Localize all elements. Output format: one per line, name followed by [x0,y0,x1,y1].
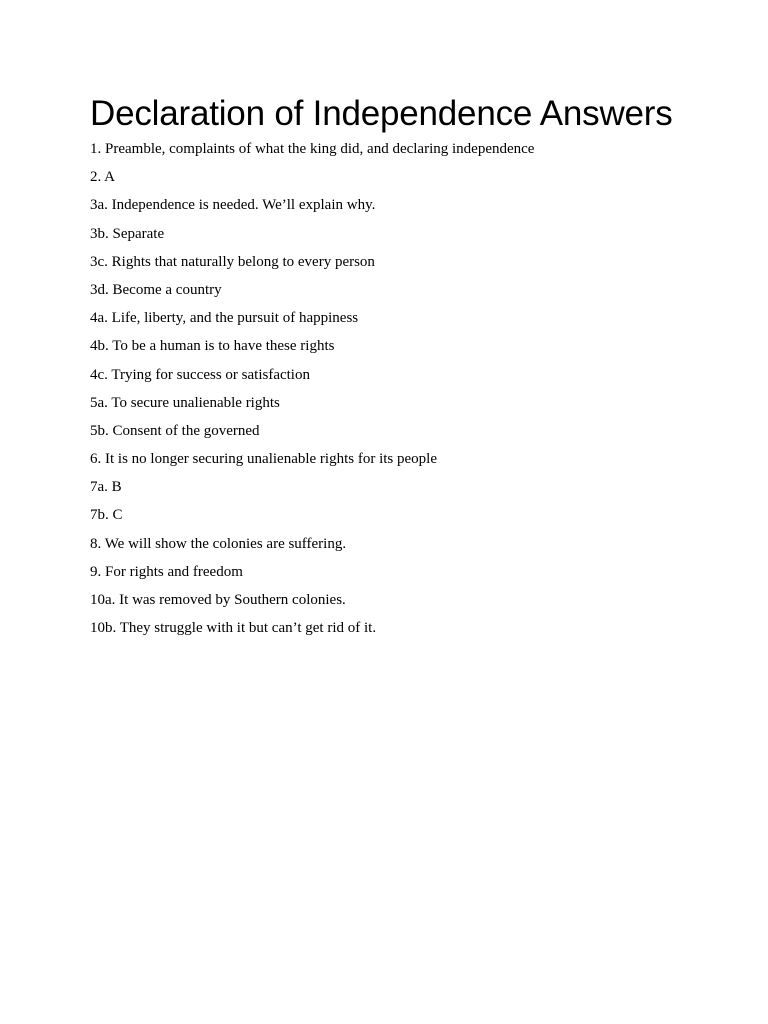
answer-list [90,139,534,646]
answer-item: 8. We will show the colonies are suffering. [90,535,347,552]
page-title: Declaration of Independence Answers [90,94,673,133]
answer-item: 3c. Rights that naturally belong to every person [90,253,375,270]
answer-item: 3b. Separate [90,225,165,242]
answer-item: 10a. It was removed by Southern colonies. [90,592,346,608]
answer-item: 9. For rights and freedom [90,563,243,580]
answer-item: 2. A [90,169,116,186]
answer-item: 3d. Become a country [90,281,222,298]
answer-item: 5b. Consent of the governed [90,422,260,439]
answer-item: 7a. B [90,479,122,496]
answer-item: 5a. To secure unalienable rights [90,394,280,411]
answer-item: 4c. Trying for success or satisfaction [90,366,310,383]
answer-item: 1. Preamble, complaints of what the king did, and declaring independence [90,141,535,157]
answer-item: 7b. C [90,507,123,524]
answer-item: 6. It is no longer securing unalienable rights for its people [90,451,437,468]
answer-item: 4b. To be a human is to have these rights [90,338,335,355]
answer-item: 4a. Life, liberty, and the pursuit of happiness [90,310,359,327]
answer-item: 3a. Independence is needed. We’ll explain why. [90,197,376,214]
answer-item: 10b. They struggle with it but can’t get rid of it. [90,620,377,637]
